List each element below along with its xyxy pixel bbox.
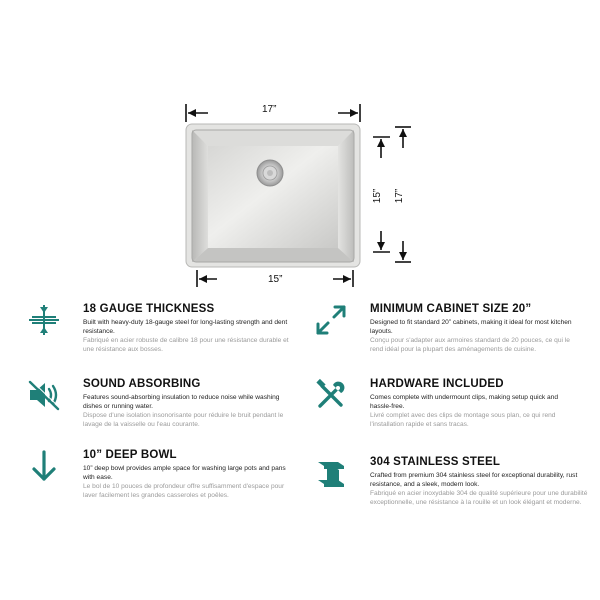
sink-drawing (0, 0, 600, 290)
feature-description: Comes complete with undermount clips, making setup quick and hassle-free. (370, 394, 559, 410)
bottom-width-label: 15” (268, 274, 283, 285)
sound-absorbing-icon (27, 378, 61, 412)
outer-depth-label: 17” (394, 188, 406, 204)
inner-depth-label: 15” (372, 188, 384, 204)
feature-description: Features sound-absorbing insulation to reduce noise while washing dishes or running water. (83, 394, 280, 410)
feature-description-fr: Livré complet avec des clips de montage sous plan, ce qui rend l'installation rapide et sans tracas. (370, 412, 556, 428)
sink-bowl (186, 124, 360, 267)
feature-title: 18 GAUGE THICKNESS (83, 303, 215, 315)
feature-description: Built with heavy-duty 18-gauge steel for long-lasting strength and dent resistance. (83, 319, 288, 335)
feature-description: Designed to fit standard 20” cabinets, making it ideal for most kitchen layouts. (370, 319, 572, 335)
feature-description-fr: Dispose d'une isolation insonorisante pour réduire le bruit pendant le lavage de la vaisselle ou l'eau courante. (83, 412, 284, 428)
tools-icon (314, 378, 348, 412)
feature-description-fr: Fabriqué en acier robuste de calibre 18 pour une résistance durable et une résistance aux bosses. (83, 337, 289, 353)
steel-beam-icon (314, 456, 348, 490)
top-width-label: 17” (262, 104, 277, 115)
feature-description-fr: Le bol de 10 pouces de profondeur offre suffisamment d'espace pour laver facilement les grandes casseroles et poêles. (83, 483, 285, 499)
sink-diagram (0, 0, 600, 290)
feature-title: SOUND ABSORBING (83, 378, 201, 390)
feature-title: 304 STAINLESS STEEL (370, 456, 501, 468)
drain-icon (257, 160, 283, 186)
feature-description-fr: Conçu pour s'adapter aux armoires standard de 20 pouces, ce qui le rend idéal pour la plupart des aménagements de cuisine. (370, 337, 570, 353)
feature-title: MINIMUM CABINET SIZE 20” (370, 303, 532, 315)
arrow-down-icon (27, 449, 61, 483)
feature-description: 10” deep bowl provides ample space for washing large pots and pans with ease. (83, 465, 286, 481)
gauge-thickness-icon (27, 303, 61, 337)
feature-title: HARDWARE INCLUDED (370, 378, 504, 390)
feature-description: Crafted from premium 304 stainless steel for exceptional durability, rust resistance, and a sleek, modern look. (370, 472, 578, 488)
feature-title: 10” DEEP BOWL (83, 449, 177, 461)
feature-description-fr: Fabriqué en acier inoxydable 304 de qualité supérieure pour une durabilité exceptionnelle, une résistance à la rouille et un look élégant et moderne. (370, 490, 588, 506)
expand-arrows-icon (314, 303, 348, 337)
